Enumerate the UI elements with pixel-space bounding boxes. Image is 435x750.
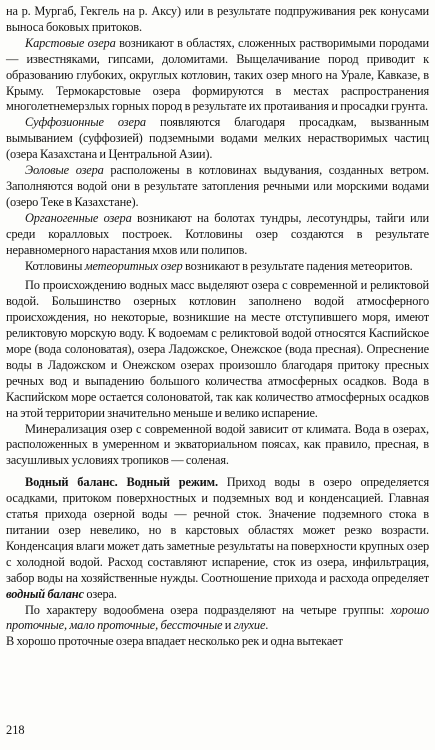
paragraph-organogenic-lakes [6,211,429,259]
paragraph-meteorite-lakes [6,259,429,275]
text-run: озера. [83,586,117,601]
paragraph-continuation [6,4,429,36]
term-organogenic-lakes: Органогенные озера [25,210,132,225]
term-aeolian-lakes: Эоловые озера [25,163,104,178]
paragraph-mineralization [6,422,429,470]
text-run: Котловины [25,258,85,273]
text-run: возникают на болотах тундры, лесотундры, тайги или среди коралловых построек. Котловины озер создаются в результате неравномерного нарастания мхов или полипов. [6,210,429,257]
term-suffosion-lakes: Суффозионные озера [25,115,146,130]
text-run: По происхождению водных масс выделяют озера с современной и реликтовой водой. Большинство озерных котловин заполнено водой атмосферного происхождения, но некоторые, возникшие на месте отступившего моря, имеют реликтовую морскую воду. К водоемам с реликтовой водой относятся Каспийское море (вода солоноватая), озера Ладожское, Онежское (вода пресная). Опреснение воды в Ладожском и Онежском озерах произошло благодаря притоку пресных речных вод и выпадению большого количества атмосферных осадков. Вода в Каспийском море остается солоноватой, так как количество атмосферных осадков на этой территории значительно меньше и велико испарение. [6,278,429,420]
term-karst-lakes: Карстовые озера [25,35,116,50]
paragraph-suffosion-lakes [6,115,429,163]
text-run: В хорошо проточные озера впадает несколько рек и одна вытекает [6,634,343,649]
text-run: Приход воды в озеро определяется осадками, притоком поверхностных и подземных вод и конденсацией. Главная статья прихода озерной воды — речной сток. Значение подземного стока в питании озер невелико, но в карстовых областях может резко возрасти. Конденсация влаги может дать заметные результаты на поверхности крупных озер с холодной водой. Расход составляют испарение, сток из озера, инфильтрация, забор воды на хозяйственные нужды. Соотношение прихода и расхода определяет [6,475,429,585]
paragraph-aeolian-lakes [6,163,429,211]
paragraph-flowing-lakes [6,634,429,650]
page-text [6,4,429,650]
term-water-balance: водный баланс [6,586,84,601]
text-run: возникают в областях, сложенных растворимыми породами — известняками, гипсами, доломитами. Выщелачивание пород приводит к образованию глубоких, округлых котловин, таких озер много на Урале, Кавказе, в Крыму. Термокарстовые озера формируются в местах распространения многолетнемерзлых горных пород в результате их протаивания и просадки грунта. [6,35,429,114]
text-run: Минерализация озер с современной водой зависит от климата. Вода в озерах, расположенных в умеренном и экваториальном поясах, как правило, пресная, в засушливых условиях тропиков — соленая. [6,421,429,468]
text-run: возникают в результате падения метеоритов. [182,258,413,273]
term-closed-lakes: глухие [233,618,266,633]
text-run: на р. Мургаб, Гекгель на р. Аксу) или в результате подпруживания рек конусами выноса боковых притоков. [6,4,429,34]
text-run: и [222,618,234,633]
paragraph-water-origin [6,278,429,421]
text-run: . [265,618,269,633]
paragraph-karst-lakes [6,36,429,116]
term-flow-types: хорошо проточные, мало проточные, бессточные [6,602,429,633]
text-run: появляются благодаря просадкам, вызванным вымыванием (суффозией) подземными водами мелких нерастворимых частиц (озера Казахстана и Центральной Азии). [6,115,429,162]
text-run: расположены в котловинах выдувания, созданных ветром. Заполняются водой они в результате затопления речными или морскими водами (озеро Теке в Казахстане). [6,163,429,209]
paragraph-water-balance [6,475,429,602]
term-meteorite-lakes: метеоритных озер [84,258,183,273]
paragraph-water-exchange [6,603,429,635]
page-number: 218 [6,723,25,737]
section-heading: Водный баланс. Водный режим. [25,475,218,490]
text-run: По характеру водообмена озера подразделяют на четыре группы: [25,602,391,617]
